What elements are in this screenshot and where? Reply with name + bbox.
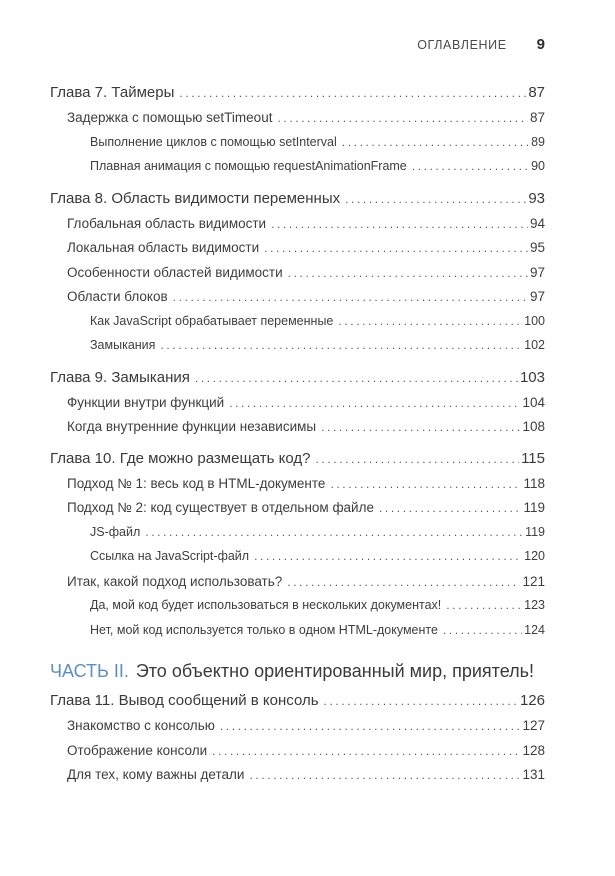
table-of-contents <box>50 84 545 792</box>
toc-entry <box>50 135 545 160</box>
toc-entry <box>50 216 545 241</box>
toc-entry-page: 95 <box>529 240 545 255</box>
toc-leader-dots <box>446 598 522 612</box>
running-header-title: ОГЛАВЛЕНИЕ <box>417 38 507 52</box>
toc-entry-title: Нет, мой код используется только в одном HTML-документе <box>90 622 438 637</box>
toc-entry <box>50 549 545 574</box>
toc-entry-title: Глава 8. Область видимости переменных <box>50 189 341 207</box>
toc-leader-dots <box>179 84 526 101</box>
toc-entry <box>50 743 545 768</box>
toc-entry <box>50 240 545 265</box>
toc-leader-dots <box>345 190 526 207</box>
toc-entry-page: 131 <box>522 767 545 782</box>
toc-leader-dots <box>229 395 520 410</box>
toc-entry-page: 121 <box>522 573 545 589</box>
toc-leader-dots <box>316 450 520 467</box>
toc-leader-dots <box>288 265 528 280</box>
toc-entry-title: Глава 10. Где можно размещать код? <box>50 449 311 467</box>
part-header-label: ЧАСТЬ II. <box>50 661 129 681</box>
toc-entry-page: 100 <box>524 313 545 328</box>
toc-entry-title: Особенности областей видимости <box>67 264 283 280</box>
toc-entry-page: 89 <box>531 134 545 149</box>
toc-entry <box>50 718 545 743</box>
toc-entry-title: Области блоков <box>67 289 168 304</box>
toc-leader-dots <box>342 135 529 149</box>
toc-entry <box>50 84 545 110</box>
toc-entry <box>50 525 545 550</box>
toc-entry <box>50 450 545 476</box>
toc-entry-page: 90 <box>531 159 545 173</box>
toc-entry-title: Когда внутренние функции независимы <box>67 419 317 434</box>
toc-leader-dots <box>324 692 518 709</box>
toc-entry-page: 126 <box>519 692 545 709</box>
toc-entry-title: Ссылка на JavaScript-файл <box>90 549 250 563</box>
toc-entry-page: 128 <box>522 742 545 758</box>
toc-entry <box>50 190 545 216</box>
toc-entry-title: Подход № 1: весь код в HTML-документе <box>67 475 326 491</box>
toc-leader-dots <box>160 338 522 352</box>
toc-leader-dots <box>195 369 518 386</box>
toc-entry <box>50 500 545 525</box>
toc-entry-title: Знакомство с консолью <box>67 718 215 733</box>
toc-leader-dots <box>249 767 520 782</box>
part-header <box>50 661 545 682</box>
toc-leader-dots <box>412 159 529 173</box>
toc-entry-title: Подход № 2: код существует в отдельном файле <box>67 500 374 515</box>
toc-entry-title: Локальная область видимости <box>67 240 260 255</box>
toc-entry <box>50 159 545 184</box>
part-header-title: Это объектно ориентированный мир, приятель! <box>135 661 535 681</box>
toc-entry-page: 108 <box>522 419 545 434</box>
toc-leader-dots <box>287 574 520 589</box>
toc-entry-page: 94 <box>529 215 545 231</box>
toc-entry <box>50 767 545 792</box>
toc-leader-dots <box>264 240 528 255</box>
toc-entry-title: Глава 9. Замыкания <box>50 368 190 386</box>
toc-entry <box>50 369 545 395</box>
toc-leader-dots <box>254 549 522 563</box>
toc-entry-page: 97 <box>529 289 545 304</box>
running-header <box>50 36 545 53</box>
toc-entry <box>50 598 545 623</box>
toc-entry-page: 102 <box>524 338 545 352</box>
toc-entry-page: 123 <box>524 598 545 612</box>
toc-leader-dots <box>338 314 522 328</box>
toc-entry <box>50 289 545 314</box>
toc-leader-dots <box>379 500 521 515</box>
toc-entry-title: Для тех, кому важны детали <box>67 767 245 782</box>
toc-entry-page: 120 <box>524 549 545 563</box>
toc-leader-dots <box>173 289 528 304</box>
toc-entry-title: Как JavaScript обрабатывает переменные <box>90 313 334 328</box>
toc-entry <box>50 314 545 339</box>
toc-entry-page: 103 <box>519 368 545 386</box>
toc-leader-dots <box>145 525 523 539</box>
toc-entry-page: 93 <box>528 189 545 207</box>
toc-entry-title: Функции внутри функций <box>67 394 225 410</box>
toc-entry-page: 87 <box>528 84 545 101</box>
toc-entry <box>50 692 545 718</box>
toc-entry-page: 115 <box>521 449 545 467</box>
toc-entry <box>50 574 545 599</box>
toc-entry-title: Да, мой код будет использоваться в нескольких документах! <box>90 598 442 612</box>
toc-entry-title: JS-файл <box>90 524 141 539</box>
toc-entry <box>50 419 545 444</box>
toc-entry-title: Итак, какой подход использовать? <box>67 573 283 589</box>
toc-entry-page: 127 <box>522 718 545 733</box>
toc-entry-page: 104 <box>522 394 545 410</box>
toc-entry <box>50 338 545 363</box>
toc-leader-dots <box>271 216 528 231</box>
toc-entry-title: Замыкания <box>90 338 156 352</box>
toc-entry <box>50 623 545 648</box>
toc-entry <box>50 476 545 501</box>
running-header-page-number: 9 <box>536 36 545 53</box>
toc-leader-dots <box>277 110 528 125</box>
toc-leader-dots <box>443 623 522 637</box>
toc-entry-title: Глава 11. Вывод сообщений в консоль <box>50 692 319 709</box>
toc-entry-page: 119 <box>523 500 545 515</box>
toc-entry-page: 118 <box>523 475 545 491</box>
toc-entry-page: 119 <box>525 524 545 539</box>
toc-entry-title: Глобальная область видимости <box>67 215 267 231</box>
toc-entry-title: Выполнение циклов с помощью setInterval <box>90 134 337 149</box>
toc-leader-dots <box>220 718 521 733</box>
toc-entry-title: Плавная анимация с помощью requestAnimationFrame <box>90 159 407 173</box>
toc-entry <box>50 265 545 290</box>
toc-entry <box>50 395 545 420</box>
toc-entry-title: Глава 7. Таймеры <box>50 84 175 101</box>
toc-entry-title: Отображение консоли <box>67 742 208 758</box>
toc-leader-dots <box>330 476 521 491</box>
toc-entry-title: Задержка с помощью setTimeout <box>67 110 273 125</box>
toc-entry-page: 87 <box>529 110 545 125</box>
toc-entry-page: 97 <box>529 264 545 280</box>
toc-leader-dots <box>212 743 520 758</box>
toc-entry <box>50 110 545 135</box>
toc-entry-page: 124 <box>524 622 545 637</box>
toc-leader-dots <box>321 419 520 434</box>
